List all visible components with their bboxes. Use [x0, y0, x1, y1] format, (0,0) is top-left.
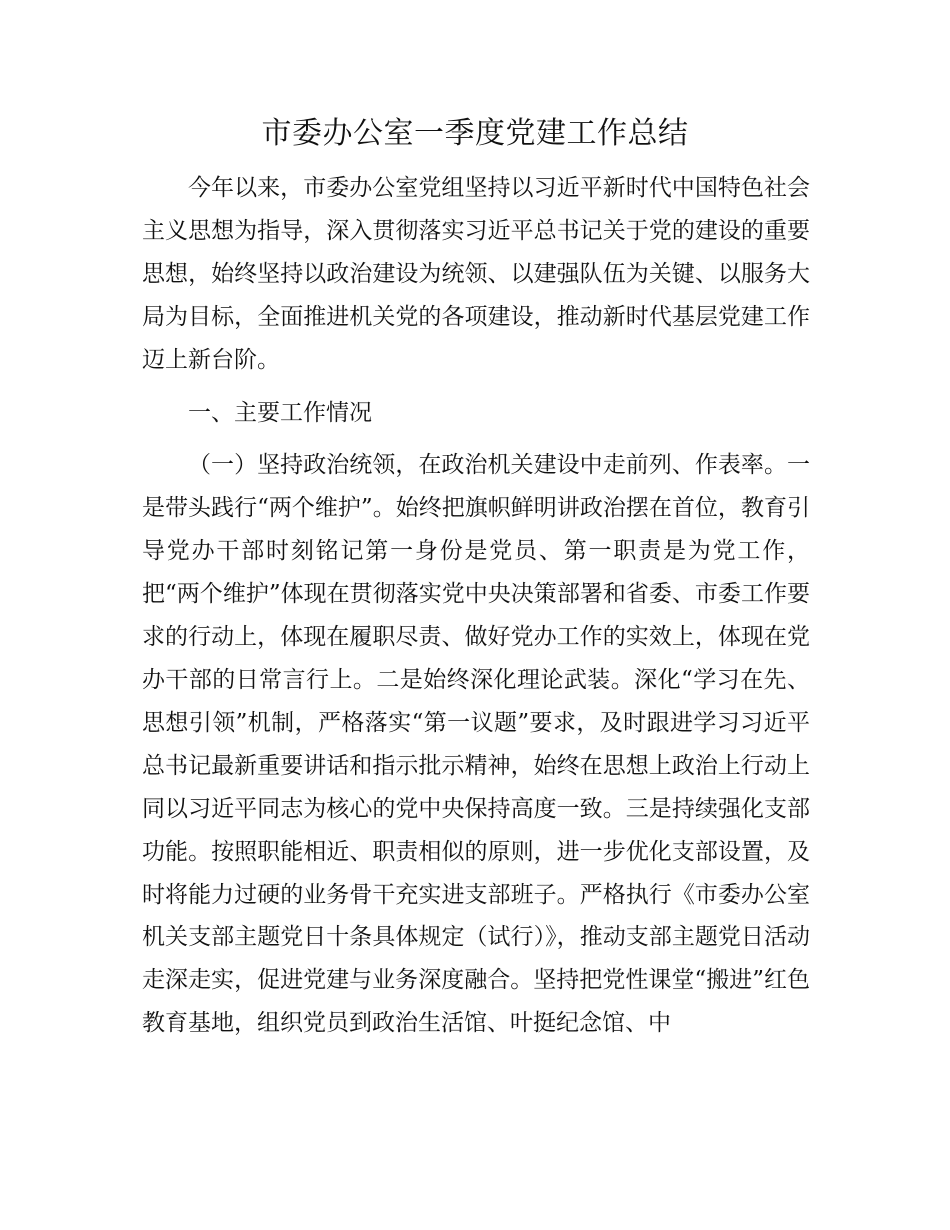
document-body [142, 167, 810, 1045]
paragraph-gap [142, 382, 810, 392]
paragraph-gap [142, 434, 810, 444]
document-title: 市委办公室一季度党建工作总结 [261, 116, 689, 151]
body-paragraph: （一）坚持政治统领，在政治机关建设中走前列、作表率。一是带头践行“两个维护”。始终把旗帜鲜明讲政治摆在首位，教育引导党办干部时刻铭记第一身份是党员、第一职责是为党工作，把“两个维护”体现在贯彻落实党中央决策部署和省委、市委工作要求的行动上，体现在履职尽责、做好党办工作的实效上，体现在党办干部的日常言行上。二是始终深化理论武装。深化“学习在先、思想引领”机制，严格落实“第一议题”要求，及时跟进学习习近平总书记最新重要讲话和指示批示精神，始终在思想上政治上行动上同以习近平同志为核心的党中央保持高度一致。三是持续强化支部功能。按照职能相近、职责相似的原则，进一步优化支部设置，及时将能力过硬的业务骨干充实进支部班子。严格执行《市委办公室机关支部主题党日十条具体规定（试行）》，推动支部主题党日活动走深走实，促进党建与业务深度融合。坚持把党性课堂“搬进”红色教育基地，组织党员到政治生活馆、叶挺纪念馆、中 [142, 452, 810, 1037]
intro-paragraph: 今年以来，市委办公室党组坚持以习近平新时代中国特色社会主义思想为指导，深入贯彻落实习近平总书记关于党的建设的重要思想，始终坚持以政治建设为统领、以建强队伍为关键、以服务大局为目标，全面推进机关党的各项建设，推动新时代基层党建工作迈上新台阶。 [142, 175, 810, 373]
section-heading: 一、主要工作情况 [188, 399, 372, 426]
